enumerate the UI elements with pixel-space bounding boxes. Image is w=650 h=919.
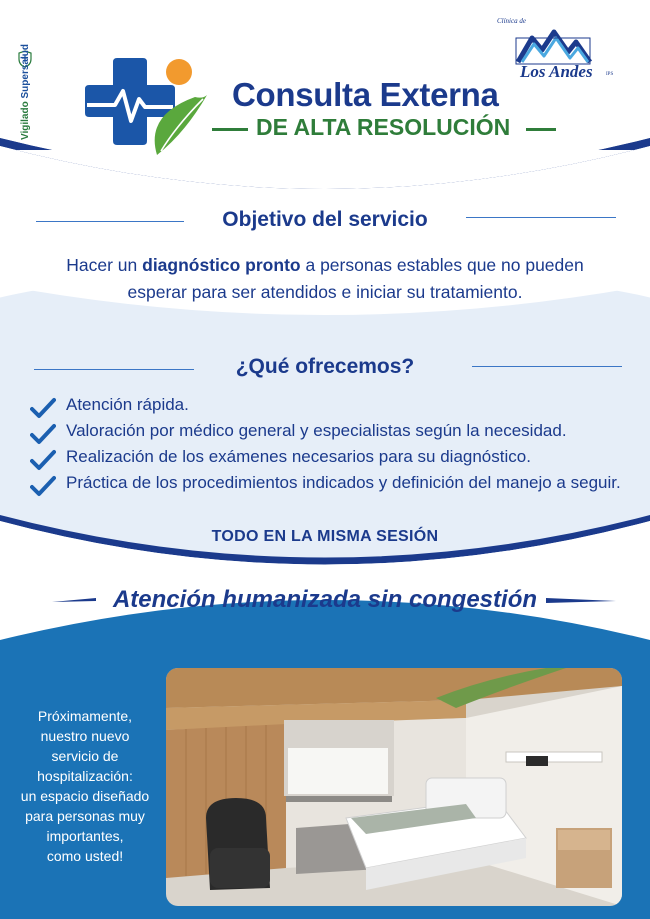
page-subtitle: DE ALTA RESOLUCIÓN bbox=[256, 114, 511, 140]
promo-line: Próximamente, bbox=[37, 708, 133, 724]
offer-item-text: Práctica de los procedimientos indicados y definición del manejo a seguir. bbox=[66, 473, 621, 492]
hospital-room-photo bbox=[166, 668, 622, 906]
objective-text-start: Hacer un bbox=[66, 255, 138, 275]
promo-line: nuestro nuevo bbox=[40, 728, 130, 744]
promo-line: hospitalización: bbox=[37, 768, 133, 784]
objective-text-end: a personas estables que no pueden esperar para ser atendidos e iniciar su tratamiento. bbox=[127, 255, 584, 302]
promo-text bbox=[10, 706, 160, 866]
objective-text-highlight: diagnóstico pronto bbox=[142, 255, 301, 275]
clinic-small-label: Clínica de bbox=[497, 17, 526, 25]
supervision-entity: Supersalud bbox=[20, 44, 31, 99]
offer-item-text: Atención rápida. bbox=[66, 395, 189, 414]
page-title: Consulta Externa bbox=[232, 76, 499, 113]
promo-line: importantes, bbox=[46, 828, 124, 844]
clinic-suffix: IPS bbox=[606, 72, 614, 77]
offer-item-text: Valoración por médico general y especialistas según la necesidad. bbox=[66, 421, 567, 440]
supervision-prefix: Vigilado bbox=[20, 101, 31, 140]
same-session-note: TODO EN LA MISMA SESIÓN bbox=[211, 528, 439, 545]
tagline: Atención humanizada sin congestión bbox=[112, 586, 538, 613]
promo-line: como usted! bbox=[46, 848, 124, 864]
promo-line: un espacio diseñado bbox=[20, 788, 150, 804]
promo-line: para personas muy bbox=[25, 808, 145, 824]
promo-line: servicio de bbox=[51, 748, 119, 764]
offer-heading: ¿Qué ofrecemos? bbox=[235, 355, 415, 378]
clinic-name: Los Andes bbox=[520, 62, 593, 81]
objective-heading: Objetivo del servicio bbox=[222, 208, 428, 231]
offer-item-text: Realización de los exámenes necesarios para su diagnóstico. bbox=[66, 447, 531, 466]
